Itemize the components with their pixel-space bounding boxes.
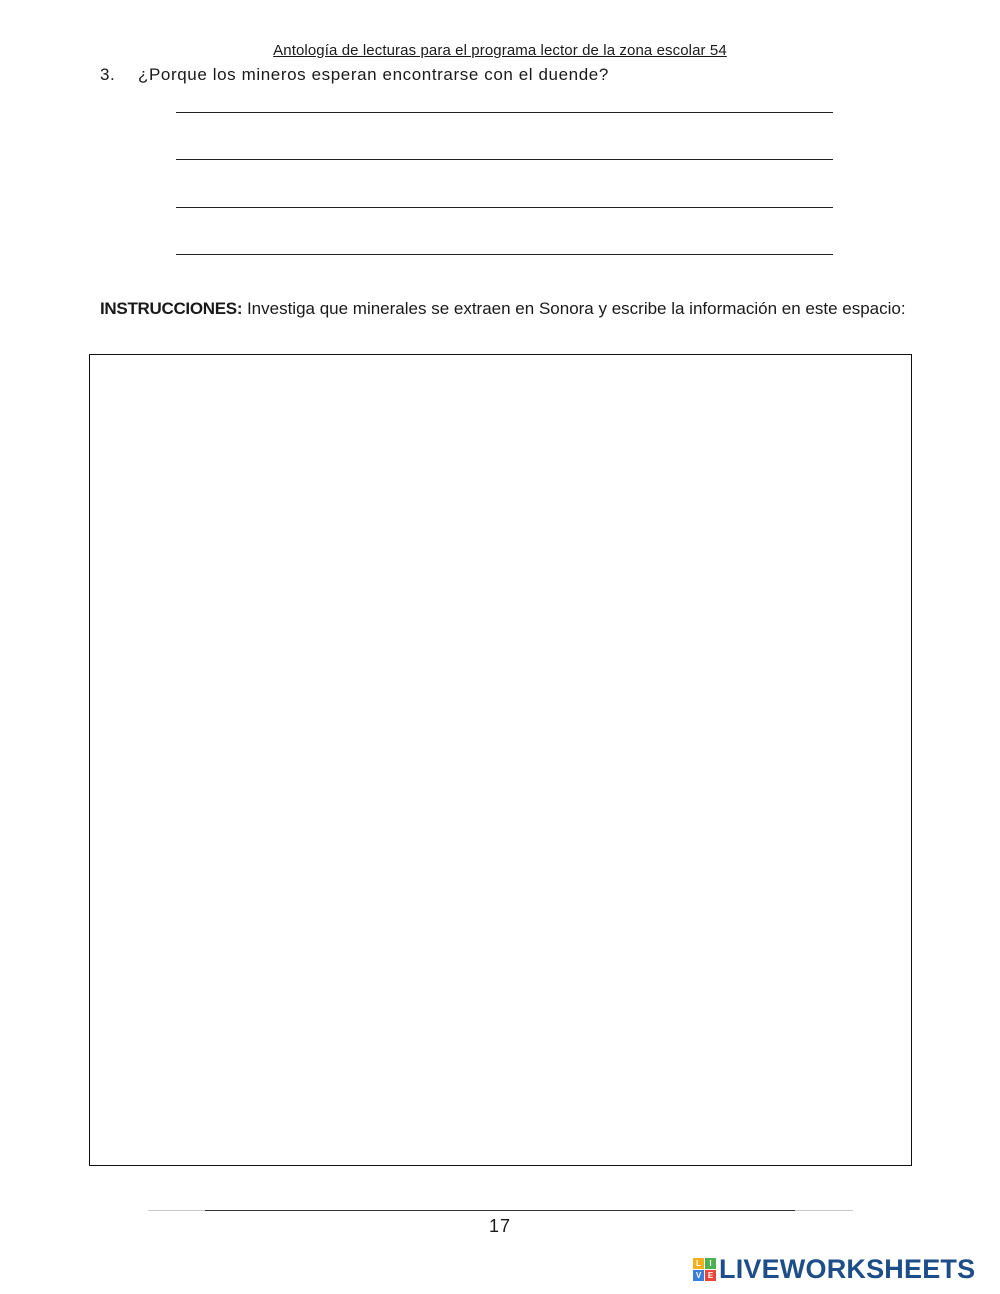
logo-cell-e: E [705, 1270, 716, 1281]
question-number: 3. [100, 65, 116, 84]
page-number: 17 [488, 1216, 512, 1236]
document-header: Antología de lecturas para el programa lector de la zona escolar 54 [273, 42, 727, 59]
instructions [100, 297, 922, 321]
logo-cell-v: V [693, 1270, 704, 1281]
logo-cell-i: I [705, 1258, 716, 1269]
answer-line-1[interactable] [176, 112, 833, 113]
liveworksheets-logo [693, 1254, 975, 1284]
answer-box[interactable] [89, 354, 912, 1166]
answer-line-4[interactable] [176, 254, 833, 255]
question-3 [100, 65, 609, 85]
answer-line-2[interactable] [176, 159, 833, 160]
logo-cell-l: L [693, 1258, 704, 1269]
question-text: ¿Porque los mineros esperan encontrarse con el duende? [138, 65, 609, 84]
answer-line-3[interactable] [176, 207, 833, 208]
liveworksheets-icon [693, 1258, 716, 1281]
instructions-label: INSTRUCCIONES: [100, 299, 243, 318]
instructions-text: Investiga que minerales se extraen en Sonora y escribe la información en este espacio: [246, 299, 906, 318]
footer-rule-accent [205, 1210, 795, 1211]
brand-name: LIVEWORKSHEETS [719, 1253, 976, 1284]
